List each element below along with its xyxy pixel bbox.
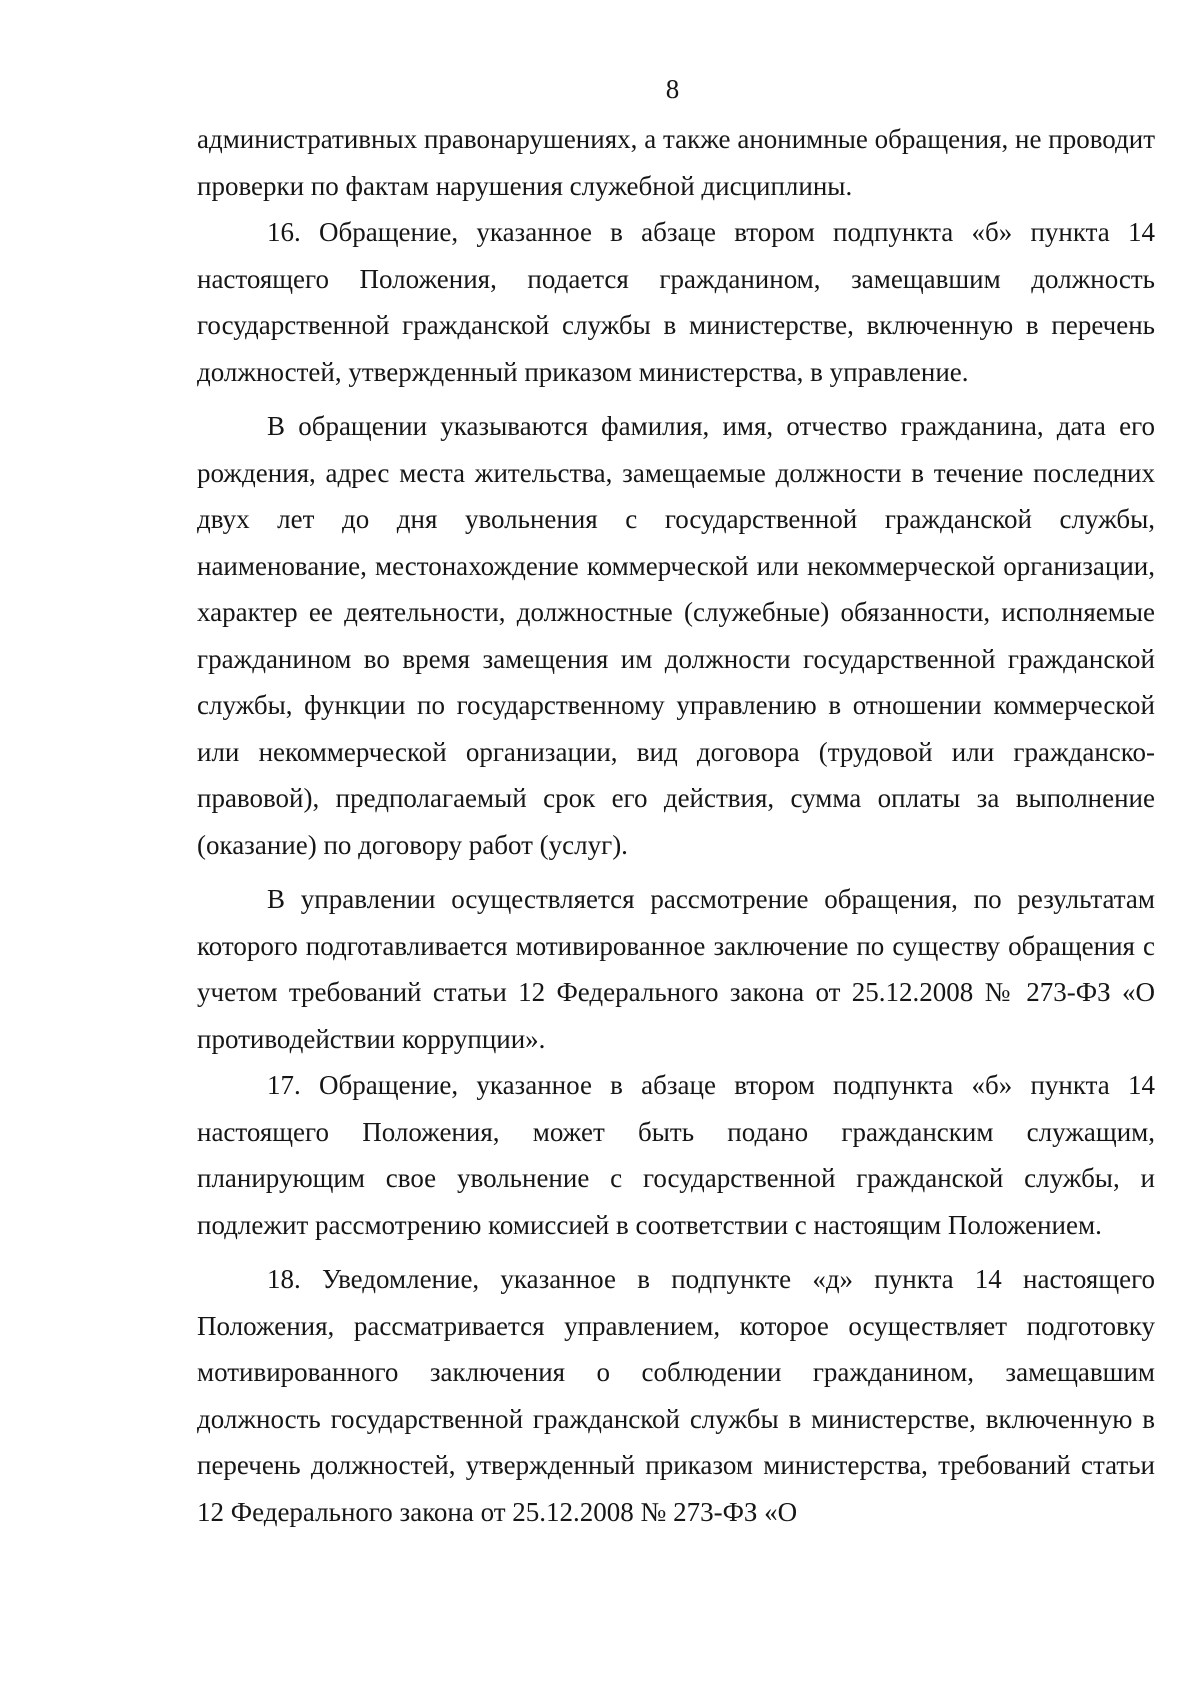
- paragraph-item-18: 18. Уведомление, указанное в подпункте «д» пункта 14 настоящего Положения, рассматривается управлением, которое осуществляет подготовку мотивированного заключения о соблюдении гражданином, замещавшим должность государственной гражданской службы в министерстве, включенную в перечень должностей, утвержденный приказом министерства, требований статьи 12 Федерального закона от 25.12.2008 № 273-ФЗ «О: [197, 1264, 1155, 1527]
- page-number: 8: [665, 74, 680, 104]
- paragraph-item-17: 17. Обращение, указанное в абзаце втором подпункта «б» пункта 14 настоящего Положения, может быть подано гражданским служащим, планирующим свое увольнение с государственной гражданской службы, и подлежит рассмотрению комиссией в соответствии с настоящим Положением.: [197, 1070, 1155, 1240]
- paragraph-appeal-review: В управлении осуществляется рассмотрение обращения, по результатам которого подготавливается мотивированное заключение по существу обращения с учетом требований статьи 12 Федерального закона от 25.12.2008 № 273-ФЗ «О противодействии коррупции».: [197, 884, 1155, 1054]
- paragraph-appeal-contents: В обращении указываются фамилия, имя, отчество гражданина, дата его рождения, адрес места жительства, замещаемые должности в течение последних двух лет до дня увольнения с государственной гражданской службы, наименование, местонахождение коммерческой или некоммерческой организации, характер ее деятельности, должностные (служебные) обязанности, исполняемые гражданином во время замещения им должности государственной гражданской службы, функции по государственному управлению в отношении коммерческой или некоммерческой организации, вид договора (трудовой или гражданско-правовой), предполагаемый срок его действия, сумма оплаты за выполнение (оказание) по договору работ (услуг).: [197, 411, 1155, 860]
- document-body: [197, 116, 1155, 1535]
- paragraph-item-16: 16. Обращение, указанное в абзаце втором подпункта «б» пункта 14 настоящего Положения, подается гражданином, замещавшим должность государственной гражданской службы в министерстве, включенную в перечень должностей, утвержденный приказом министерства, в управление.: [197, 217, 1155, 387]
- paragraph-continuation: административных правонарушениях, а также анонимные обращения, не проводит проверки по фактам нарушения служебной дисциплины.: [197, 124, 1155, 201]
